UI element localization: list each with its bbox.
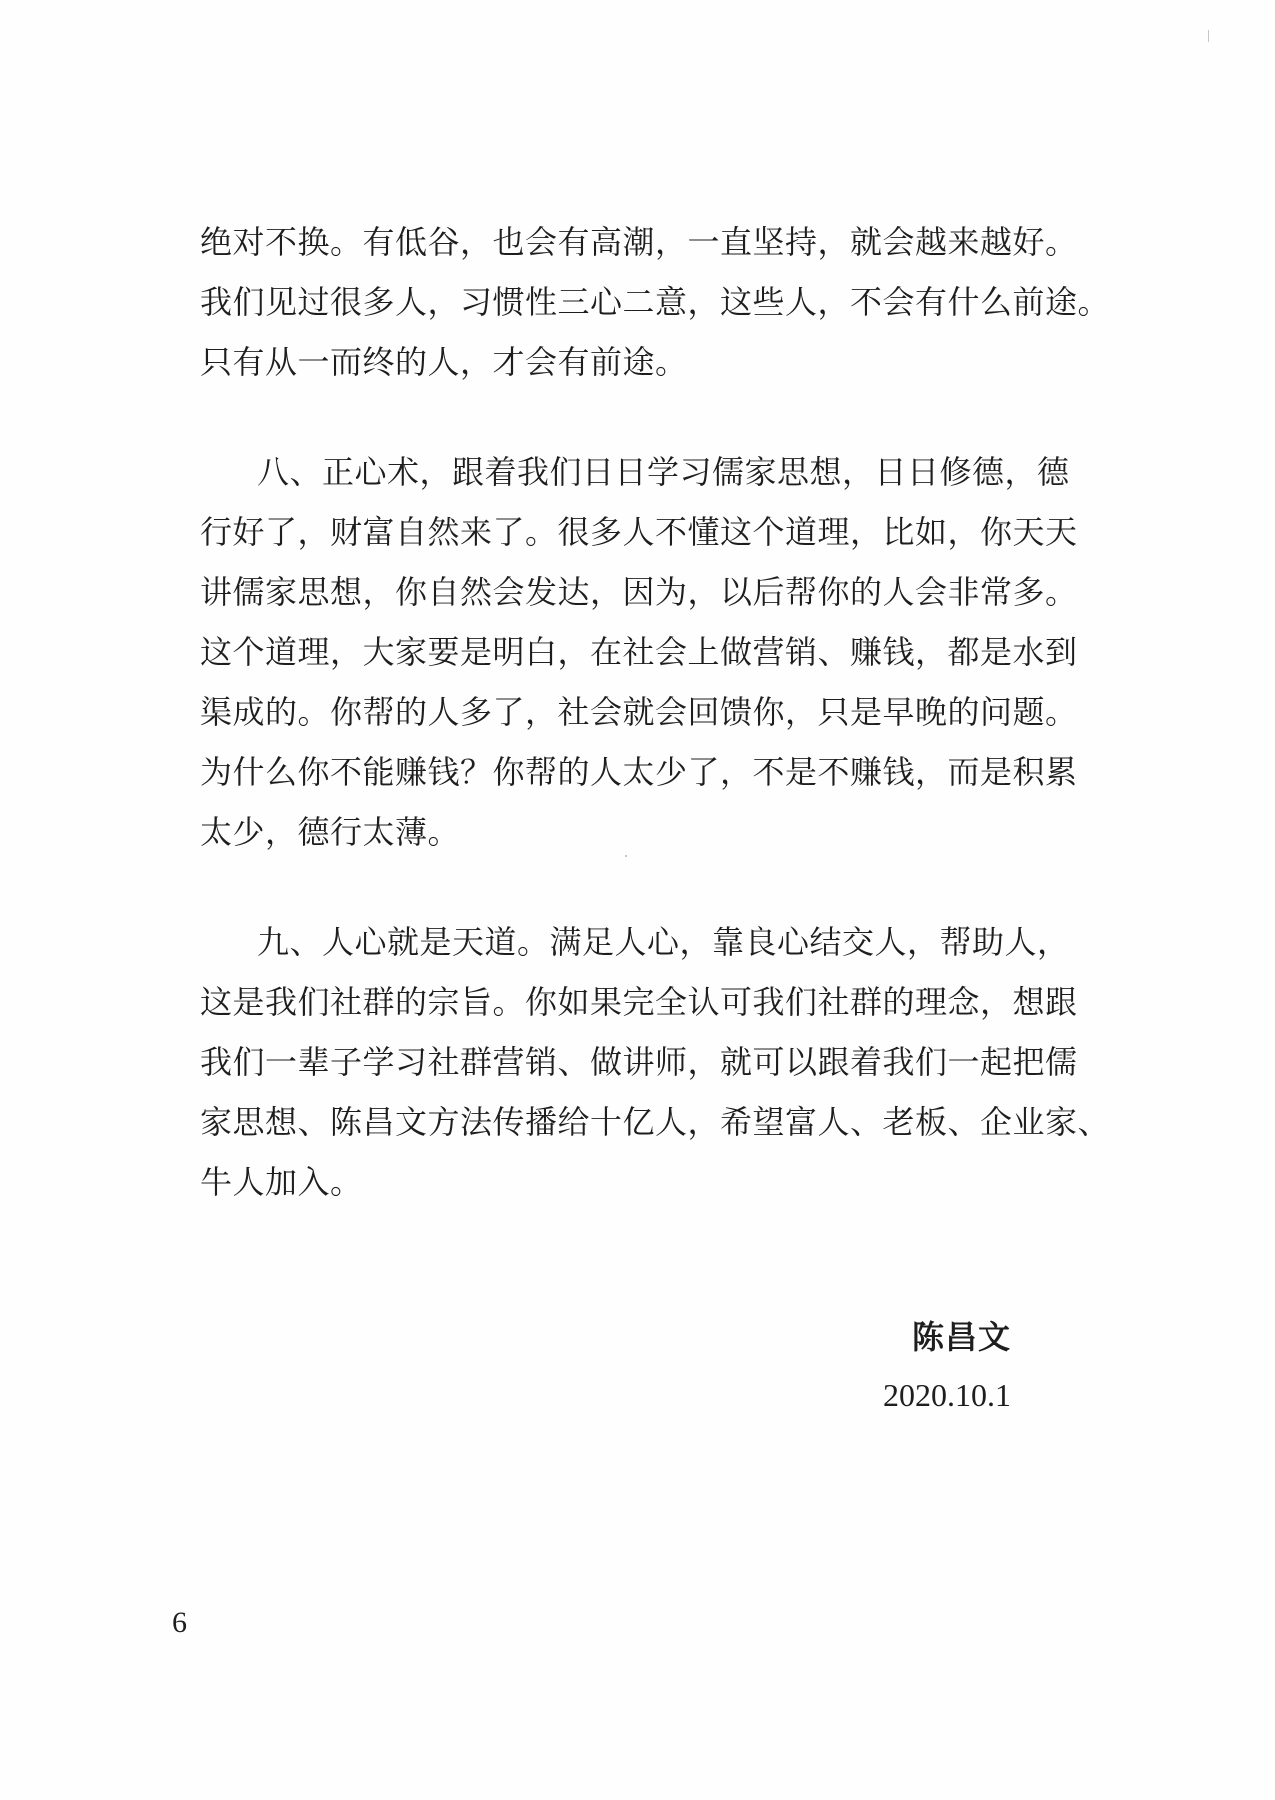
paragraph-1-line-2: 我们见过很多人，习惯性三心二意，这些人，不会有什么前途。 <box>200 283 1111 321</box>
paragraph-2-line-2: 行好了，财富自然来了。很多人不懂这个道理，比如，你天天 <box>200 513 1078 551</box>
paragraph-2-line-6: 为什么你不能赚钱？你帮的人太少了，不是不赚钱，而是积累 <box>200 753 1078 791</box>
paragraph-3-line-2: 这是我们社群的宗旨。你如果完全认可我们社群的理念，想跟 <box>200 983 1078 1021</box>
paragraph-3-line-1: 九、人心就是天道。满足人心，靠良心结交人，帮助人， <box>257 923 1070 961</box>
document-date: 2020.10.1 <box>883 1377 1011 1413</box>
paragraph-1-line-1: 绝对不换。有低谷，也会有高潮，一直坚持，就会越来越好。 <box>200 223 1078 261</box>
paragraph-2-line-4: 这个道理，大家要是明白，在社会上做营销、赚钱，都是水到 <box>200 633 1078 671</box>
paragraph-2-line-7: 太少，德行太薄。 <box>200 813 461 851</box>
author-signature: 陈昌文 <box>911 1318 1011 1356</box>
scan-artifact <box>625 855 627 857</box>
paragraph-3-line-4: 家思想、陈昌文方法传播给十亿人，希望富人、老板、企业家、 <box>200 1103 1111 1141</box>
paragraph-3-line-3: 我们一辈子学习社群营销、做讲师，就可以跟着我们一起把儒 <box>200 1043 1078 1081</box>
paragraph-2-line-5: 渠成的。你帮的人多了，社会就会回馈你，只是早晚的问题。 <box>200 693 1078 731</box>
page-number: 6 <box>172 1606 187 1639</box>
paragraph-1-line-3: 只有从一而终的人，才会有前途。 <box>200 343 688 381</box>
paragraph-2-line-1: 八、正心术，跟着我们日日学习儒家思想，日日修德，德 <box>257 453 1070 491</box>
paragraph-2-line-3: 讲儒家思想，你自然会发达，因为，以后帮你的人会非常多。 <box>200 573 1078 611</box>
scan-artifact <box>1208 30 1209 42</box>
paragraph-3-line-5: 牛人加入。 <box>200 1163 363 1201</box>
